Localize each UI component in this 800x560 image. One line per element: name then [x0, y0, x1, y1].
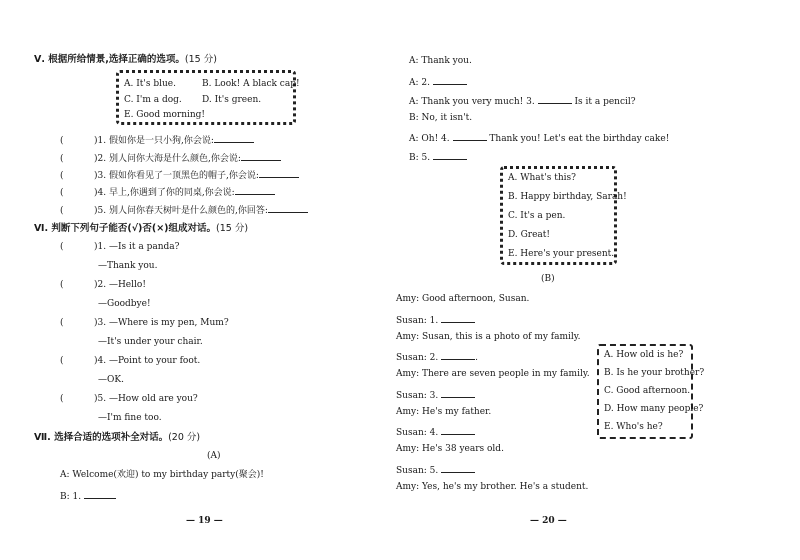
section-7-title: Ⅶ. 选择合适的选项补全对话。 — [34, 432, 169, 443]
s5-item-5: ( )5. 别人问你春天树叶是什么颜色的,你回答: — [60, 204, 308, 216]
answer-blank[interactable] — [441, 426, 475, 435]
section-5-heading — [34, 55, 217, 65]
answer-blank[interactable] — [241, 152, 281, 161]
answer-blank[interactable] — [453, 132, 487, 141]
s7-line-welcome: A: Welcome(欢迎) to my birthday party(聚会)! — [60, 470, 264, 480]
s6-item-1-answer: —Thank you. — [98, 261, 158, 271]
s5-item-2: ( )2. 别人问你大海是什么颜色,你会说: — [60, 152, 281, 164]
b-option-b: B. Is he your brother? — [604, 368, 705, 378]
answer-blank[interactable] — [441, 389, 475, 398]
s6-item-5-question: ( )5. —How old are you? — [60, 394, 198, 404]
dialogue-b-line-1: Amy: Good afternoon, Susan. — [396, 294, 530, 304]
s6-item-3-question: ( )3. —Where is my pen, Mum? — [60, 318, 229, 328]
answer-blank[interactable] — [235, 186, 275, 195]
s5-item-1: ( )1. 假如你是一只小狗,你会说: — [60, 134, 254, 146]
dialogue-a-line-5: A: Oh! 4. Thank you! Let's eat the birthday cake! — [409, 134, 670, 144]
a-option-b: B. Happy birthday, Sarah! — [508, 192, 627, 202]
answer-blank[interactable] — [433, 76, 467, 85]
a-option-d: D. Great! — [508, 230, 551, 240]
dialogue-a-line-3: A: Thank you very much! 3. Is it a pencil? — [409, 97, 636, 107]
page-number-left: — 19 — — [186, 516, 223, 526]
s5-option-e: E. Good morning! — [124, 110, 206, 120]
section-5-title: Ⅴ. 根据所给情景,选择正确的选项。 — [34, 54, 185, 65]
answer-blank[interactable] — [441, 351, 475, 360]
answer-blank[interactable] — [538, 95, 572, 104]
a-option-c: C. It's a pen. — [508, 211, 566, 221]
answer-blank[interactable] — [268, 204, 308, 213]
part-b-label: (B) — [541, 274, 555, 284]
a-option-a: A. What's this? — [508, 173, 576, 183]
s6-item-1-question: ( )1. —Is it a panda? — [60, 242, 180, 252]
dialogue-a-line-1: A: Thank you. — [409, 56, 472, 66]
dialogue-b-line-6: Susan: 3. — [396, 389, 475, 401]
dialogue-a-line-4: B: No, it isn't. — [409, 113, 473, 123]
s5-option-a: A. It's blue. — [124, 79, 176, 89]
b-option-c: C. Good afternoon. — [604, 386, 691, 396]
dialogue-b-line-8: Susan: 4. — [396, 426, 475, 438]
section-6-heading — [34, 224, 248, 234]
section-7-score: (20 分) — [168, 432, 201, 443]
dialogue-b-line-2: Susan: 1. — [396, 314, 475, 326]
dialogue-b-line-5: Amy: There are seven people in my family. — [396, 369, 590, 379]
s6-item-5-answer: —I'm fine too. — [98, 413, 162, 423]
b-option-e: E. Who's he? — [604, 422, 663, 432]
section-7-heading — [34, 433, 200, 443]
s7-line-b1: B: 1. — [60, 490, 116, 502]
s5-item-4: ( )4. 早上,你遇到了你的同桌,你会说: — [60, 186, 275, 198]
dialogue-b-line-3: Amy: Susan, this is a photo of my family. — [396, 332, 581, 342]
section-6-title: Ⅵ. 判断下列句子能否(√)否(×)组成对话。 — [34, 223, 217, 234]
answer-blank[interactable] — [441, 464, 475, 473]
s5-option-d: D. It's green. — [202, 95, 262, 105]
b-option-a: A. How old is he? — [604, 350, 684, 360]
dialogue-a-line-6: B: 5. — [409, 151, 467, 163]
s6-item-2-question: ( )2. —Hello! — [60, 280, 146, 290]
dialogue-b-line-11: Amy: Yes, he's my brother. He's a student. — [396, 482, 589, 492]
section-5-score: (15 分) — [184, 54, 217, 65]
s5-item-3: ( )3. 假如你看见了一顶黑色的帽子,你会说: — [60, 169, 299, 181]
s6-item-4-answer: —OK. — [98, 375, 124, 385]
s5-option-b: B. Look! A black cap! — [202, 79, 300, 89]
answer-blank[interactable] — [214, 134, 254, 143]
dialogue-b-line-7: Amy: He's my father. — [396, 407, 492, 417]
answer-blank[interactable] — [441, 314, 475, 323]
answer-blank[interactable] — [84, 490, 116, 499]
part-a-label: (A) — [207, 451, 221, 461]
s6-item-4-question: ( )4. —Point to your foot. — [60, 356, 201, 366]
dialogue-b-line-10: Susan: 5. — [396, 464, 475, 476]
dialogue-b-line-4: Susan: 2. . — [396, 353, 478, 363]
b-option-d: D. How many people? — [604, 404, 704, 414]
dialogue-b-line-9: Amy: He's 38 years old. — [396, 444, 504, 454]
answer-blank[interactable] — [259, 169, 299, 178]
answer-blank[interactable] — [433, 151, 467, 160]
s6-item-2-answer: —Goodbye! — [98, 299, 151, 309]
s6-item-3-answer: —It's under your chair. — [98, 337, 203, 347]
s5-option-c: C. I'm a dog. — [124, 95, 182, 105]
page-number-right: — 20 — — [530, 516, 567, 526]
section-6-score: (15 分) — [216, 223, 249, 234]
a-option-e: E. Here's your present. — [508, 249, 615, 259]
dialogue-a-line-2: A: 2. — [409, 76, 467, 88]
